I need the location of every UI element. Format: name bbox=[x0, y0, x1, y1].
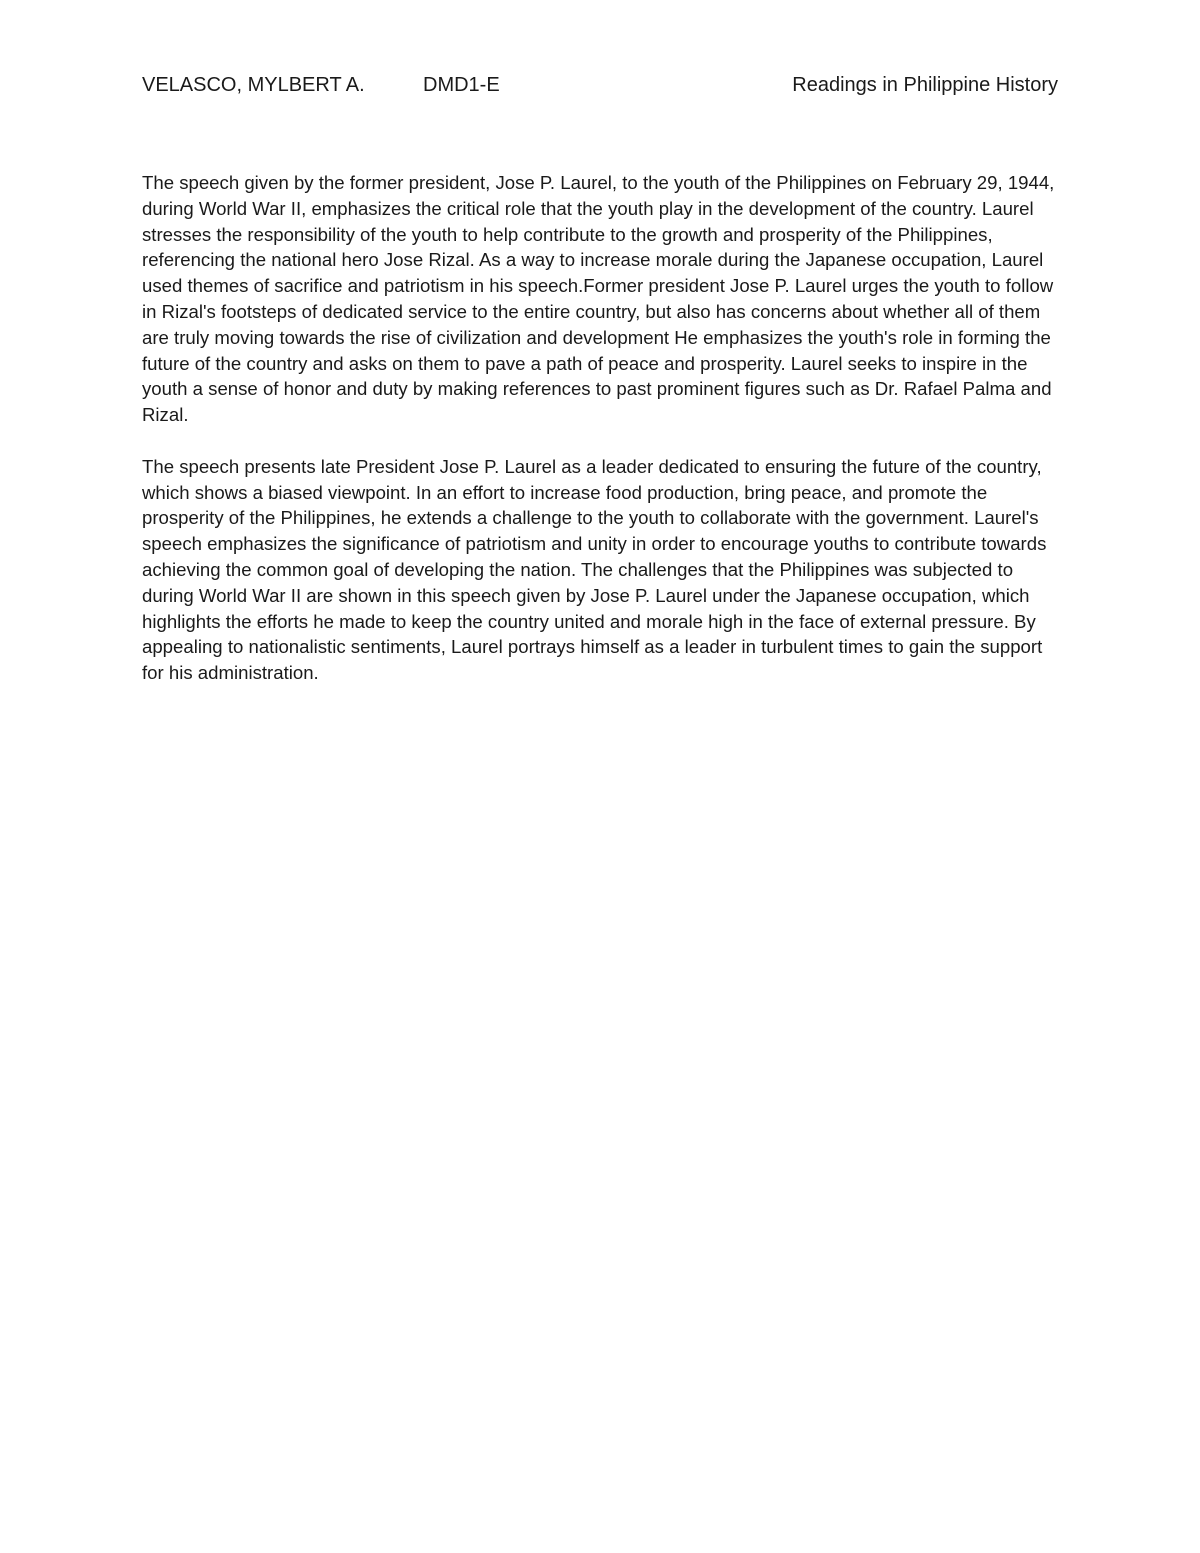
student-name: VELASCO, MYLBERT A. bbox=[142, 74, 365, 96]
student-section: DMD1-E bbox=[423, 74, 500, 96]
page-header bbox=[142, 70, 1058, 100]
paragraph-1: The speech given by the former president, Jose P. Laurel, to the youth of the Philippines on February 29, 1944, during World War II, emphasizes the critical role that the youth play in the development of the country. Laurel stresses the responsibility of the youth to help contribute to the growth and prosperity of the Philippines, referencing the national hero Jose Rizal. As a way to increase morale during the Japanese occupation, Laurel used themes of sacrifice and patriotism in his speech.Former president Jose P. Laurel urges the youth to follow in Rizal's footsteps of dedicated service to the entire country, but also has concerns about whether all of them are truly moving towards the rise of civilization and development He emphasizes the youth's role in forming the future of the country and asks on them to pave a path of peace and prosperity. Laurel seeks to inspire in the youth a sense of honor and duty by making references to past prominent figures such as Dr. Rafael Palma and Rizal. bbox=[142, 172, 1055, 426]
course-title: Readings in Philippine History bbox=[792, 74, 1058, 96]
essay-body bbox=[142, 170, 1067, 686]
paragraph-2: The speech presents late President Jose P. Laurel as a leader dedicated to ensuring the future of the country, which shows a biased viewpoint. In an effort to increase food production, bring peace, and promote the prosperity of the Philippines, he extends a challenge to the youth to collaborate with the government. Laurel's speech emphasizes the significance of patriotism and unity in order to encourage youths to contribute towards achieving the common goal of developing the nation. The challenges that the Philippines was subjected to during World War II are shown in this speech given by Jose P. Laurel under the Japanese occupation, which highlights the efforts he made to keep the country united and morale high in the face of external pressure. By appealing to nationalistic sentiments, Laurel portrays himself as a leader in turbulent times to gain the support for his administration. bbox=[142, 455, 1047, 684]
